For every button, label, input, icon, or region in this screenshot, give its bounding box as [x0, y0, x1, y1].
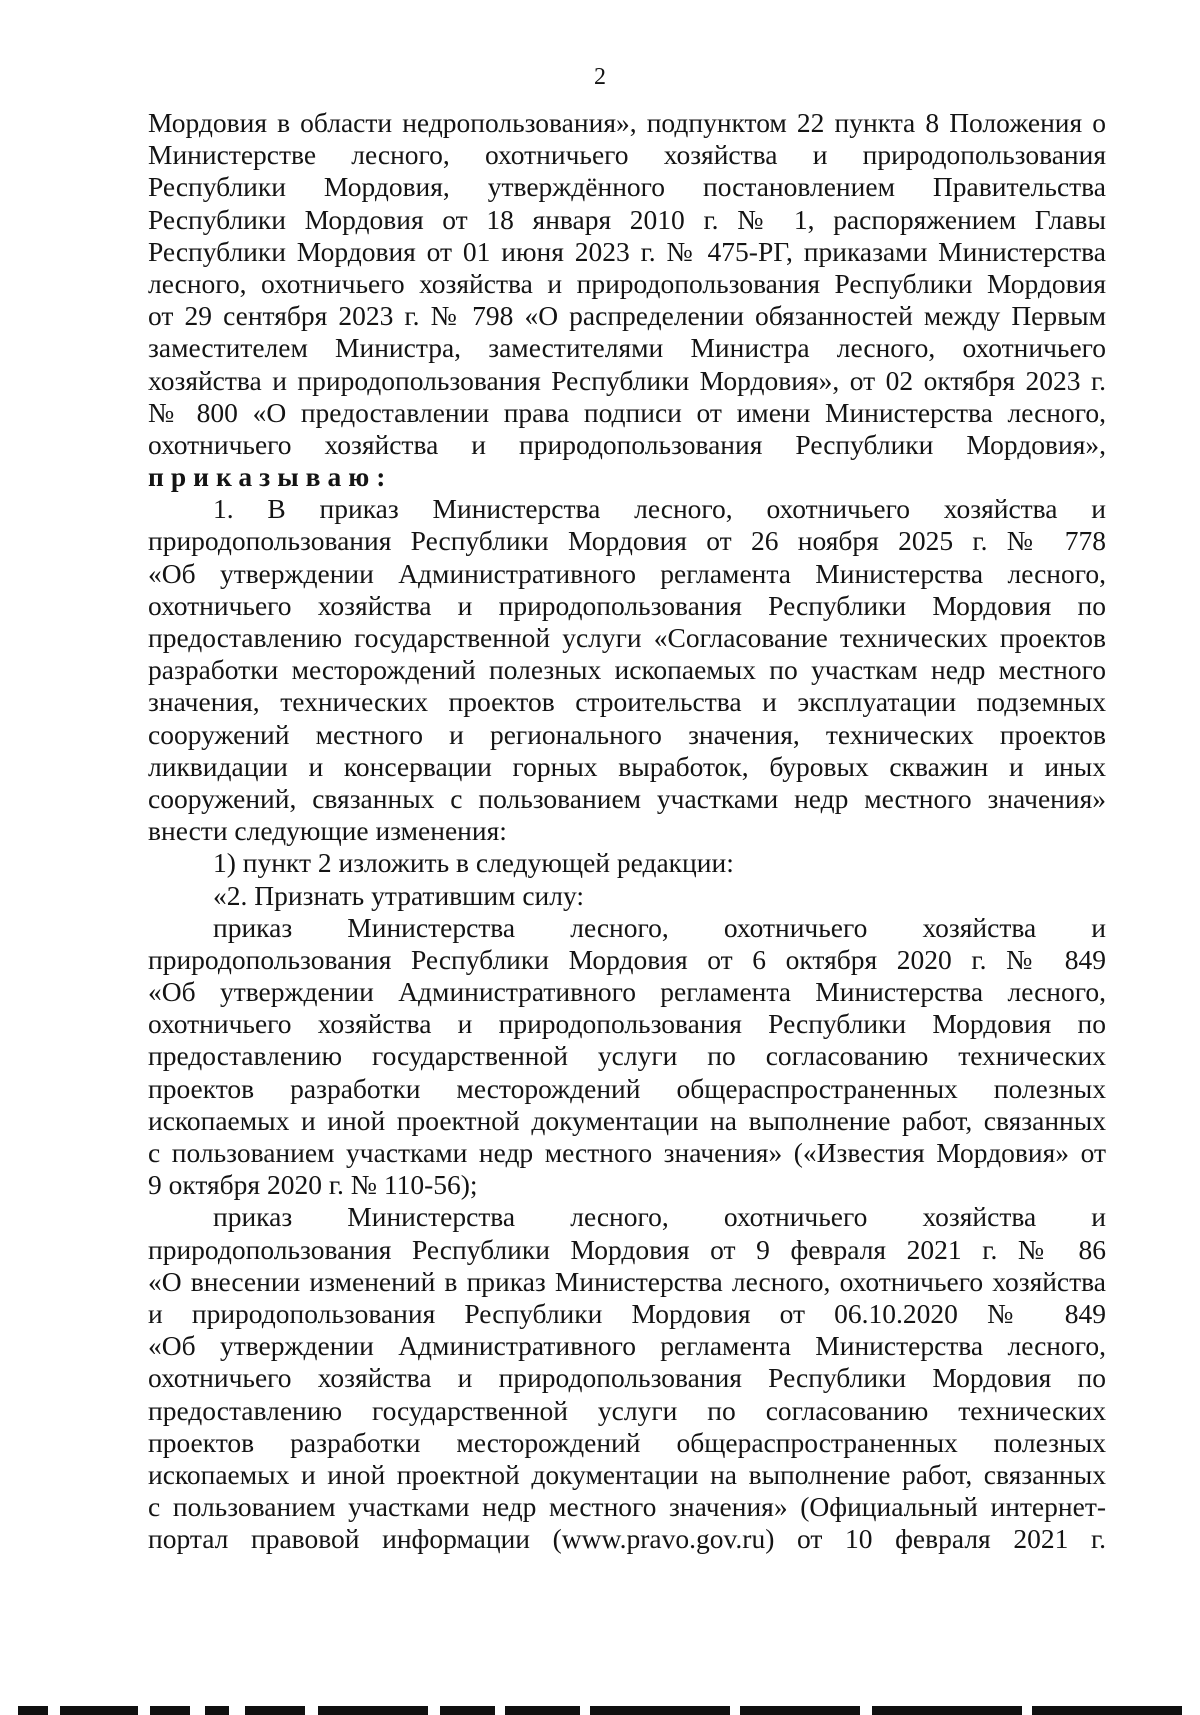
text-line: сооружений, связанных с пользованием участками недр местного значения»: [148, 782, 1106, 814]
text-line: природопользования Республики Мордовия от 26 ноября 2025 г. № 778: [148, 525, 1106, 557]
text-line: охотничьего хозяйства и природопользования Республики Мордовия по: [148, 1362, 1106, 1394]
text-line: ископаемых и иной проектной документации на выполнение работ, связанных: [148, 1458, 1106, 1490]
text-line: предоставлению государственной услуги «Согласование технических проектов: [148, 622, 1106, 653]
text-line: значения, технических проектов строительства и эксплуатации подземных: [148, 686, 1106, 718]
text-line: хозяйства и природопользования Республики Мордовия», от 02 октября 2023 г.: [148, 364, 1106, 396]
order-keyword: приказываю:: [148, 461, 393, 493]
text-line: охотничьего хозяйства и природопользования Республики Мордовия по: [148, 589, 1106, 621]
text-line: предоставлению государственной услуги по согласованию технических: [148, 1394, 1106, 1426]
text-line: портал правовой информации (www.pravo.gov.ru) от 10 февраля 2021 г.: [148, 1523, 1106, 1555]
text-line: разработки месторождений полезных ископаемых по участкам недр местного: [148, 654, 1106, 686]
scan-edge-marks: [0, 1701, 1200, 1715]
text-line: природопользования Республики Мордовия от 6 октября 2020 г. № 849: [148, 943, 1106, 975]
text-line: с пользованием участками недр местного значения» («Известия Мордовия» от: [148, 1137, 1106, 1168]
text-line: от 29 сентября 2023 г. № 798 «О распределении обязанностей между Первым: [148, 300, 1106, 332]
text-line: Министерстве лесного, охотничьего хозяйства и природопользования: [148, 139, 1106, 171]
page-number: 2: [594, 64, 606, 90]
text-line: сооружений местного и регионального значения, технических проектов: [148, 718, 1106, 750]
text-line: «Об утверждении Административного регламента Министерства лесного,: [148, 1330, 1106, 1362]
text-line: «О внесении изменений в приказ Министерства лесного, охотничьего хозяйства: [148, 1265, 1106, 1297]
text-line: Республики Мордовия, утверждённого постановлением Правительства: [148, 171, 1106, 203]
text-line: природопользования Республики Мордовия от 9 февраля 2021 г. № 86: [148, 1233, 1106, 1265]
text-line: 9 октября 2020 г. № 110-56);: [148, 1169, 478, 1201]
text-line: «2. Признать утратившим силу:: [213, 879, 584, 911]
text-line: 1) пункт 2 изложить в следующей редакции:: [213, 847, 734, 879]
text-line: приказ Министерства лесного, охотничьего хозяйства и: [213, 1201, 1106, 1233]
text-line: охотничьего хозяйства и природопользования Республики Мордовия»,: [148, 428, 1106, 460]
text-line: Республики Мордовия от 18 января 2010 г. № 1, распоряжением Главы: [148, 203, 1106, 235]
text-line: «Об утверждении Административного регламента Министерства лесного,: [148, 976, 1106, 1008]
text-line: Республики Мордовия от 01 июня 2023 г. № 475-РГ, приказами Министерства: [148, 235, 1106, 267]
text-line: заместителем Министра, заместителями Министра лесного, охотничьего: [148, 332, 1106, 364]
document-body: [148, 107, 1106, 1555]
text-line: с пользованием участками недр местного значения» (Официальный интернет-: [148, 1491, 1106, 1523]
text-line: проектов разработки месторождений общераспространенных полезных: [148, 1072, 1106, 1104]
text-line: и природопользования Республики Мордовия от 06.10.2020 № 849: [148, 1297, 1106, 1329]
text-line: «Об утверждении Административного регламента Министерства лесного,: [148, 557, 1106, 589]
text-line: Мордовия в области недропользования», подпунктом 22 пункта 8 Положения о: [148, 107, 1106, 138]
text-line: лесного, охотничьего хозяйства и природопользования Республики Мордовия: [148, 267, 1106, 299]
text-line: внести следующие изменения:: [148, 815, 507, 847]
text-line: охотничьего хозяйства и природопользования Республики Мордовия по: [148, 1008, 1106, 1040]
text-line: 1. В приказ Министерства лесного, охотничьего хозяйства и: [213, 493, 1106, 525]
text-line: предоставлению государственной услуги по согласованию технических: [148, 1040, 1106, 1072]
text-line: ископаемых и иной проектной документации на выполнение работ, связанных: [148, 1104, 1106, 1136]
text-line: проектов разработки месторождений общераспространенных полезных: [148, 1426, 1106, 1458]
text-line: № 800 «О предоставлении права подписи от имени Министерства лесного,: [148, 396, 1106, 428]
text-line: ликвидации и консервации горных выработок, буровых скважин и иных: [148, 750, 1106, 782]
text-line: приказ Министерства лесного, охотничьего хозяйства и: [213, 911, 1106, 943]
